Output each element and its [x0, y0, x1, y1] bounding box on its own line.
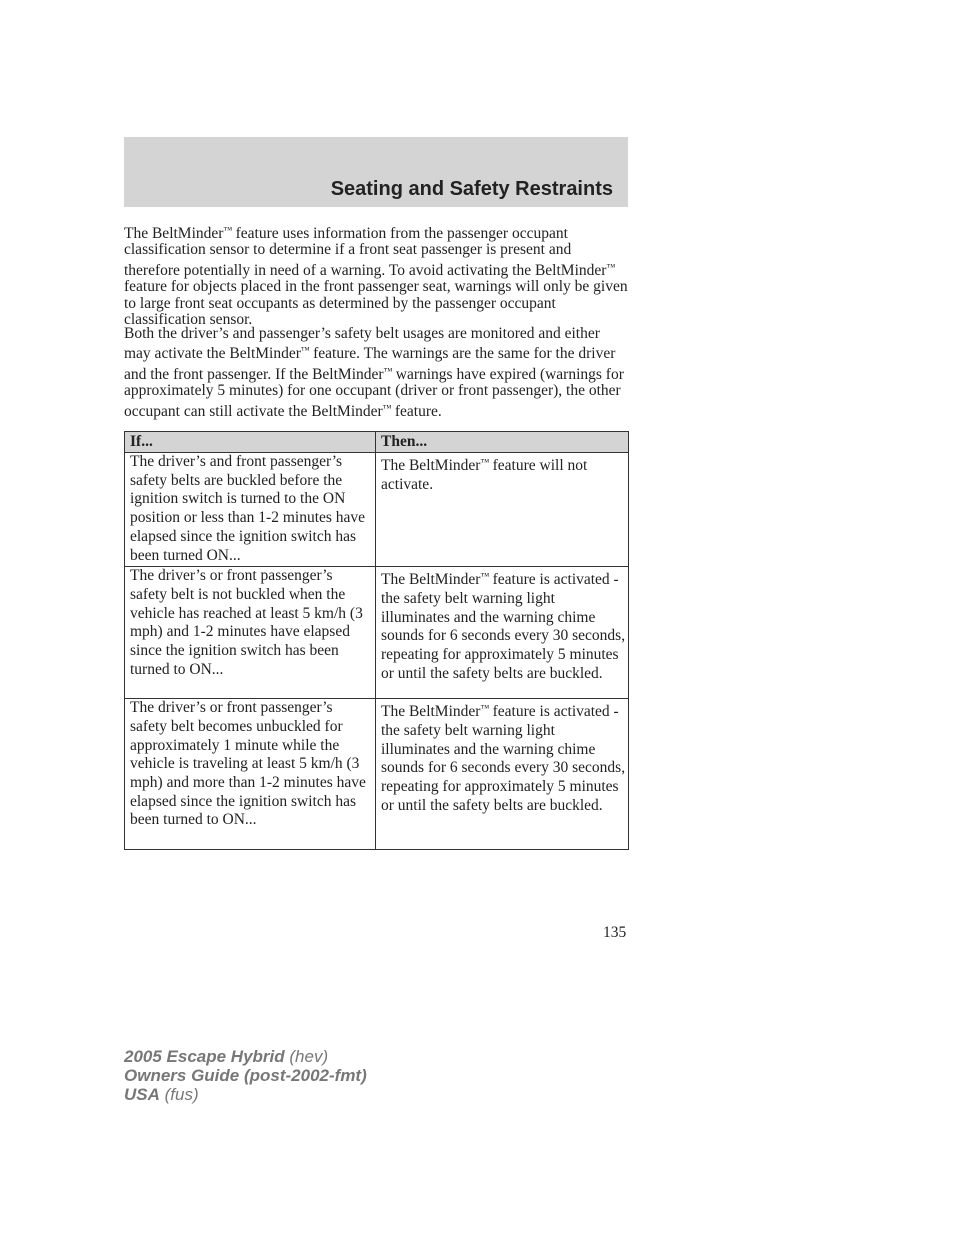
trademark-mark: ™	[480, 571, 489, 582]
trademark-mark: ™	[480, 703, 489, 714]
result-cell	[376, 567, 629, 699]
trademark-mark: ™	[383, 365, 392, 376]
section-header-band	[124, 137, 628, 207]
column-header-then: Then...	[376, 432, 629, 453]
section-title: Seating and Safety Restraints	[330, 178, 613, 200]
footer-line-guide: Owners Guide (post-2002-fmt)	[124, 1066, 367, 1085]
table-header-row	[125, 432, 629, 453]
p1-text-2: feature for objects placed in the front passenger seat, warnings will only be given to large front seat occupants as determined by the passenger occupant classification sensor.	[124, 278, 628, 329]
condition-cell: The driver’s and front passenger’s safety belts are buckled before the ignition switch is turned to the ON position or less than 1-2 minutes have elapsed since the ignition switch has been turned ON...	[125, 453, 376, 567]
trademark-mark: ™	[223, 225, 232, 235]
trademark-mark: ™	[382, 402, 391, 413]
p2-text-3: feature.	[391, 402, 442, 420]
footer-line-market: USA (fus)	[124, 1085, 199, 1104]
result-text: The BeltMinder	[381, 571, 481, 589]
result-text: feature will not activate.	[381, 457, 588, 493]
condition-cell: The driver’s or front passenger’s safety belt is not buckled when the vehicle has reached at least 5 km/h (3 mph) and 1-2 minutes have elapsed since the ignition switch has been turned to ON...	[125, 567, 376, 699]
p1-text-1: feature uses information from the passenger occupant classification sensor to determine if a front seat passenger is present and therefore potentially in need of a warning. To avoid activating the BeltMinder	[124, 225, 607, 279]
footer-line-model: 2005 Escape Hybrid (hev)	[124, 1047, 329, 1066]
result-text: The BeltMinder	[381, 703, 481, 721]
p1-text-0: The BeltMinder	[124, 225, 224, 242]
p2-text-1: feature. The warnings are the same for the driver and the front passenger. If the BeltMinder	[124, 345, 616, 383]
result-text: The BeltMinder	[381, 457, 481, 474]
result-text: feature is activated - the safety belt warning light illuminates and the warning chime sounds for 6 seconds every 30 seconds, repeating for approximately 5 minutes or until the safety belts are buckled.	[381, 703, 626, 814]
result-text: feature is activated - the safety belt warning light illuminates and the warning chime sounds for 6 seconds every 30 seconds, repeating for approximately 5 minutes or until the safety belts are buckled.	[381, 571, 626, 682]
condition-cell: The driver’s or front passenger’s safety belt becomes unbuckled for approximately 1 minute while the vehicle is traveling at least 5 km/h (3 mph) and more than 1-2 minutes have elapsed since the ignition switch has been turned to ON...	[125, 699, 376, 850]
table-row	[125, 699, 629, 850]
trademark-mark: ™	[300, 345, 310, 356]
document-footer	[124, 1047, 367, 1104]
intro-paragraph	[124, 222, 630, 328]
p2-text-2: warnings have expired (warnings for approximately 5 minutes) for one occupant (driver or front passenger), the other occupant can still activate the BeltMinder	[124, 365, 624, 420]
monitoring-paragraph	[124, 326, 630, 420]
column-header-if: If...	[125, 432, 376, 453]
p2-text-0: Both the driver’s and passenger’s safety belt usages are monitored and either may activate the BeltMinder	[124, 325, 600, 363]
trademark-mark: ™	[480, 457, 489, 467]
result-cell	[376, 453, 629, 567]
table-row	[125, 567, 629, 699]
table-row	[125, 453, 629, 567]
beltminder-conditions-table	[124, 431, 629, 850]
page-number: 135	[603, 924, 627, 941]
result-cell	[376, 699, 629, 850]
trademark-mark: ™	[606, 261, 615, 272]
